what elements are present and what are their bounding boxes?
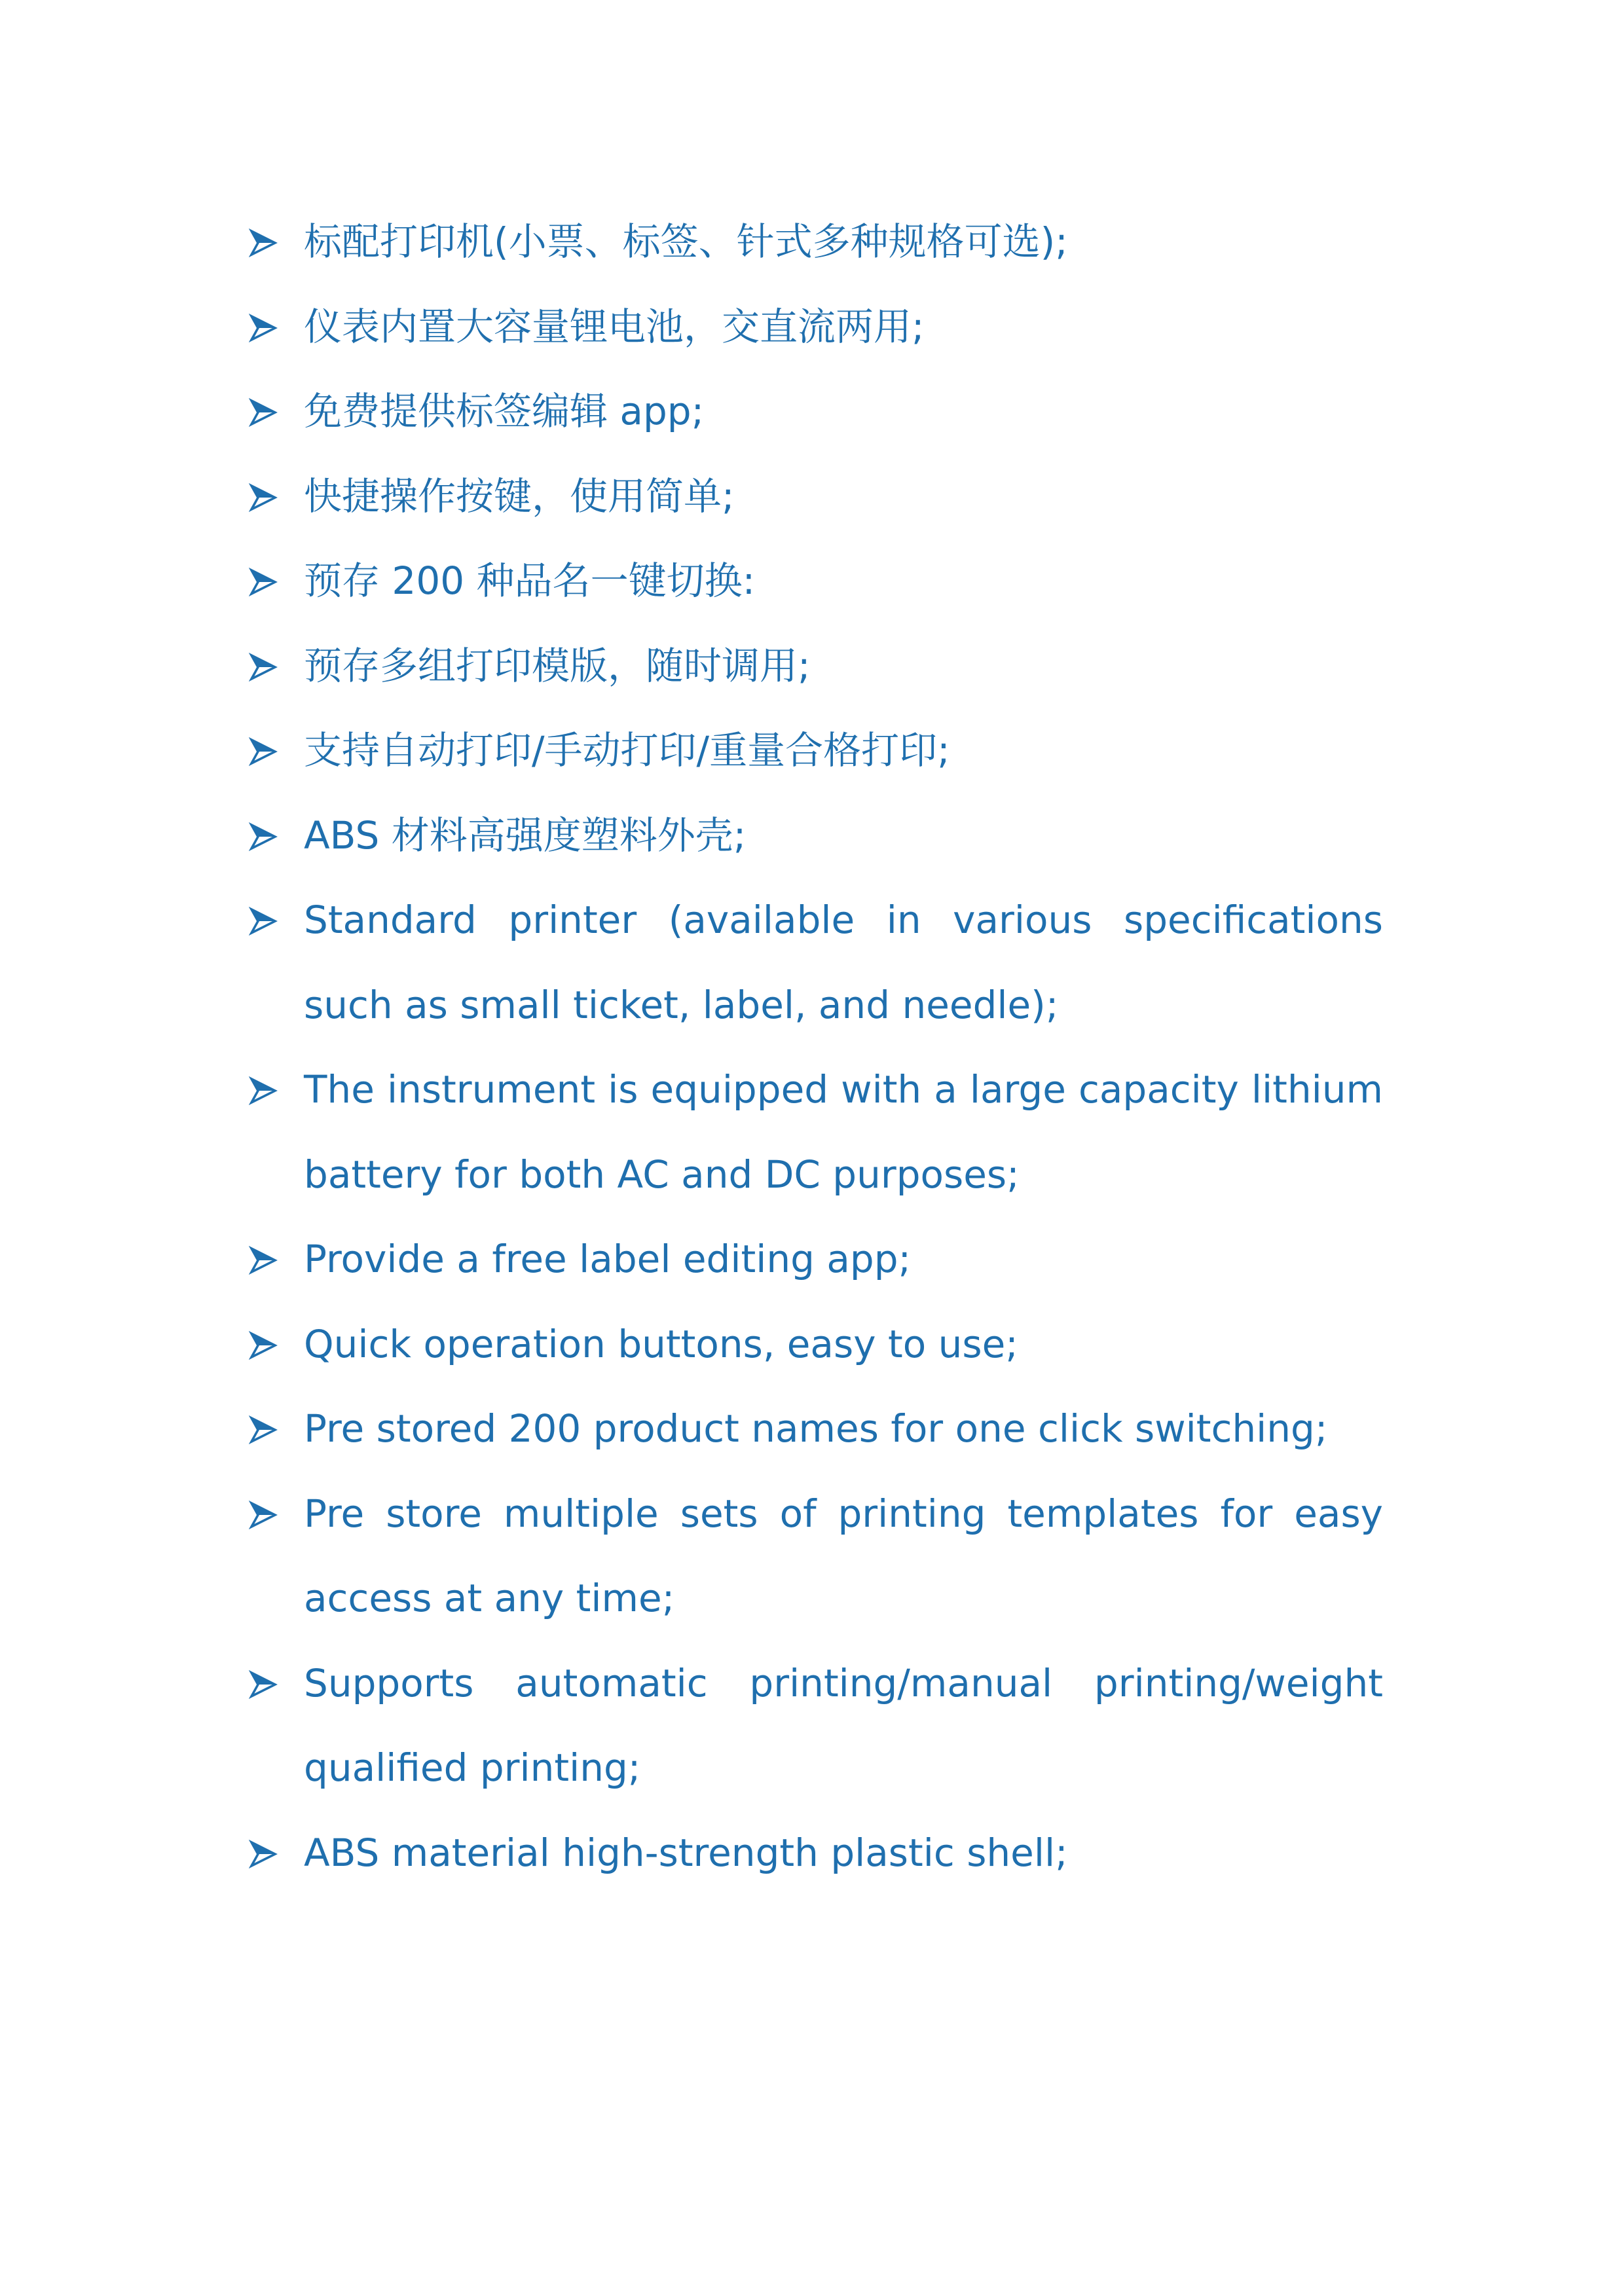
feature-item-12 xyxy=(244,1302,1383,1387)
arrowhead-bullet-icon xyxy=(249,1415,278,1444)
feature-item-11 xyxy=(244,1217,1383,1302)
arrowhead-bullet-icon xyxy=(249,1076,278,1105)
feature-text: Provide a free label editing app; xyxy=(304,1237,912,1281)
feature-text: Pre stored 200 product names for one click switching; xyxy=(304,1406,1328,1451)
feature-item-3 xyxy=(244,369,1383,454)
feature-list xyxy=(244,200,1383,1895)
feature-item-14 xyxy=(244,1472,1383,1641)
feature-text: The instrument is equipped with a large capacity lithium battery for both AC and DC purposes; xyxy=(304,1067,1383,1197)
feature-item-2 xyxy=(244,285,1383,370)
arrowhead-bullet-icon xyxy=(249,653,278,682)
feature-text: Standard printer (available in various specifications such as small ticket, label, and needle); xyxy=(304,898,1383,1027)
arrowhead-bullet-icon xyxy=(249,314,278,342)
arrowhead-bullet-icon xyxy=(249,398,278,427)
feature-text: Quick operation buttons, easy to use; xyxy=(304,1321,1018,1366)
feature-item-5 xyxy=(244,539,1383,624)
feature-item-9 xyxy=(244,878,1383,1048)
arrowhead-bullet-icon xyxy=(249,1246,278,1275)
arrowhead-bullet-icon xyxy=(249,1840,278,1868)
feature-text: Supports automatic printing/manual printing/weight qualified printing; xyxy=(304,1660,1383,1790)
feature-text: 支持自动打印/手动打印/重量合格打印; xyxy=(304,728,950,773)
feature-text: 快捷操作按键，使用简单; xyxy=(304,473,735,519)
arrowhead-bullet-icon xyxy=(249,1670,278,1699)
arrowhead-bullet-icon xyxy=(249,907,278,936)
feature-item-13 xyxy=(244,1387,1383,1472)
feature-text: 仪表内置大容量锂电池，交直流两用; xyxy=(304,304,925,349)
arrowhead-bullet-icon xyxy=(249,1501,278,1529)
feature-text: 标配打印机(小票、标签、针式多种规格可选); xyxy=(304,219,1068,264)
feature-text: 预存多组打印模版，随时调用; xyxy=(304,643,811,688)
feature-text: Pre store multiple sets of printing templates for easy access at any time; xyxy=(304,1491,1383,1620)
feature-item-4 xyxy=(244,454,1383,539)
arrowhead-bullet-icon xyxy=(249,822,278,851)
feature-item-10 xyxy=(244,1048,1383,1217)
feature-item-7 xyxy=(244,708,1383,793)
feature-item-6 xyxy=(244,624,1383,709)
feature-text: 预存 200 种品名一键切换: xyxy=(304,558,756,603)
arrowhead-bullet-icon xyxy=(249,568,278,596)
feature-item-1 xyxy=(244,200,1383,285)
feature-item-8 xyxy=(244,793,1383,879)
feature-item-15 xyxy=(244,1641,1383,1811)
feature-text: 免费提供标签编辑 app; xyxy=(304,389,705,433)
arrowhead-bullet-icon xyxy=(249,737,278,766)
feature-item-16 xyxy=(244,1811,1383,1896)
arrowhead-bullet-icon xyxy=(249,1331,278,1360)
feature-text: ABS material high-strength plastic shell; xyxy=(304,1830,1068,1875)
feature-text: ABS 材料高强度塑料外壳; xyxy=(304,812,747,858)
arrowhead-bullet-icon xyxy=(249,483,278,512)
arrowhead-bullet-icon xyxy=(249,228,278,257)
